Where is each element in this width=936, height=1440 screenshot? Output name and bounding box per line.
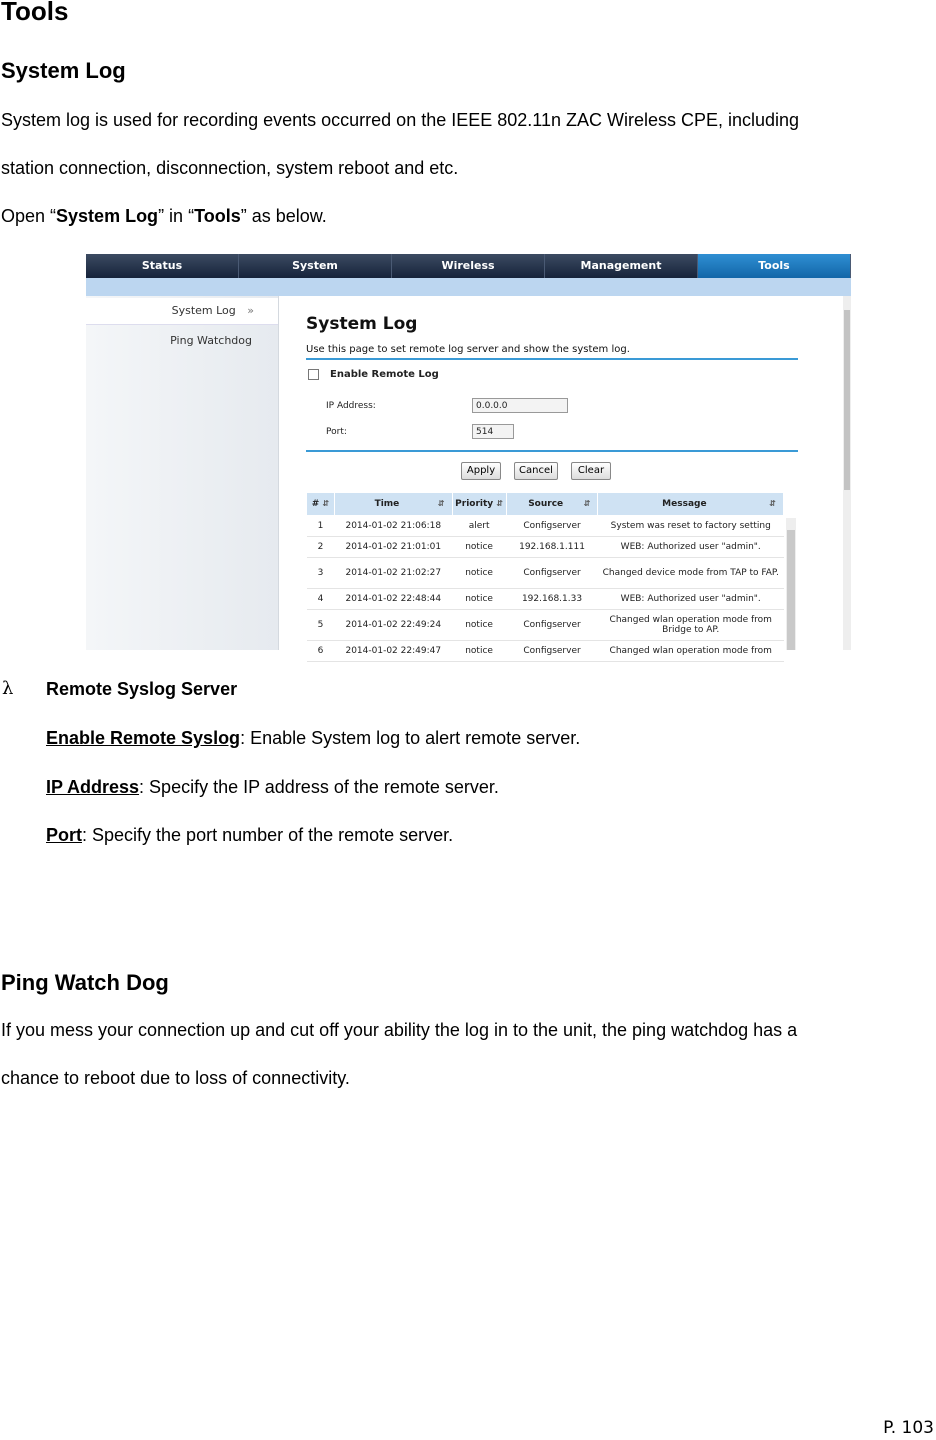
open-instruction [1, 206, 327, 227]
cell-source: Configserver [506, 516, 598, 537]
table-row [307, 589, 784, 610]
open-mid: ” in “ [158, 206, 195, 226]
enable-remote-log-label: Enable Remote Log [330, 369, 439, 380]
cell-time: 2014-01-02 22:49:47 [334, 641, 452, 662]
cell-priority: notice [452, 589, 506, 610]
sort-icon: ⇵ [583, 499, 591, 508]
sort-icon: ⇵ [496, 499, 504, 508]
main-content [306, 296, 806, 656]
cell-message: WEB: Authorized user "admin". [598, 537, 784, 558]
term-port: Port [46, 825, 82, 845]
ping-watchdog-para-line2: chance to reboot due to loss of connectivity. [1, 1068, 350, 1088]
cell-source: Configserver [506, 610, 598, 641]
content-description: Use this page to set remote log server and show the system log. [306, 344, 630, 355]
bullet-item-enable-remote-syslog [46, 728, 580, 749]
page-scrollbar-thumb[interactable] [844, 310, 850, 490]
desc-enable-remote-syslog: : Enable System log to alert remote server. [240, 728, 581, 748]
cell-time: 2014-01-02 21:01:01 [334, 537, 452, 558]
table-scrollbar[interactable] [786, 518, 796, 650]
term-ip-address: IP Address [46, 777, 140, 797]
clear-button[interactable]: Clear [571, 462, 611, 480]
nav-status[interactable]: Status [86, 254, 239, 278]
nav-wireless[interactable]: Wireless [392, 254, 545, 278]
double-arrow-icon: » [247, 304, 254, 317]
col-header-source[interactable]: Source ⇵ [506, 493, 598, 516]
system-log-para-line1: System log is used for recording events occurred on the IEEE 802.11n ZAC Wireless CPE, including [1, 110, 800, 130]
cell-number: 4 [307, 589, 335, 610]
cell-priority: notice [452, 610, 506, 641]
col-header-number[interactable]: # ⇵ [307, 493, 335, 516]
table-header-row [307, 493, 784, 516]
cell-priority: notice [452, 537, 506, 558]
sub-bar [86, 278, 851, 296]
nav-tools[interactable]: Tools [698, 254, 851, 278]
bullet-lambda-icon: λ [2, 678, 14, 699]
cell-message: Changed device mode from TAP to FAP. [598, 558, 784, 589]
cell-source: Configserver [506, 641, 598, 662]
table-row [307, 558, 784, 589]
content-title: System Log [306, 314, 418, 334]
apply-button[interactable]: Apply [461, 462, 501, 480]
system-log-para-line2: station connection, disconnection, system reboot and etc. [1, 158, 459, 178]
ip-address-field[interactable]: 0.0.0.0 [472, 398, 568, 413]
open-pre: Open “ [1, 206, 57, 226]
nav-management[interactable]: Management [545, 254, 698, 278]
cell-source: Configserver [506, 558, 598, 589]
sort-icon: ⇵ [322, 499, 330, 508]
cell-source: 192.168.1.33 [506, 589, 598, 610]
page-heading: Tools [1, 0, 69, 26]
cell-message: WEB: Authorized user "admin". [598, 589, 784, 610]
port-field[interactable]: 514 [472, 424, 514, 439]
col-header-message[interactable]: Message ⇵ [598, 493, 784, 516]
col-header-priority[interactable]: Priority ⇵ [452, 493, 506, 516]
sort-icon: ⇵ [437, 499, 445, 508]
cell-priority: notice [452, 558, 506, 589]
cell-number: 5 [307, 610, 335, 641]
table-row [307, 516, 784, 537]
system-log-screenshot [86, 254, 851, 656]
top-nav [86, 254, 851, 278]
cell-time: 2014-01-02 21:02:27 [334, 558, 452, 589]
desc-port: : Specify the port number of the remote server. [82, 825, 454, 845]
table-row [307, 610, 784, 641]
bullet-title: Remote Syslog Server [46, 679, 238, 699]
system-log-table [306, 492, 784, 662]
cell-number: 6 [307, 641, 335, 662]
cell-number: 3 [307, 558, 335, 589]
cell-message: Changed wlan operation mode from Bridge to AP. [598, 610, 784, 641]
term-enable-remote-syslog: Enable Remote Syslog [46, 728, 241, 748]
divider-bottom [306, 450, 798, 452]
cell-source: 192.168.1.111 [506, 537, 598, 558]
cell-message: System was reset to factory setting [598, 516, 784, 537]
open-bold-system-log: System Log [56, 206, 159, 226]
open-post: ” as below. [240, 206, 327, 226]
ping-watchdog-para-line1: If you mess your connection up and cut off your ability the log in to the unit, the ping watchdog has a [1, 1020, 798, 1040]
section-title-system-log: System Log [1, 58, 126, 83]
enable-remote-log-checkbox[interactable] [308, 369, 319, 380]
desc-ip-address: : Specify the IP address of the remote server. [139, 777, 499, 797]
open-bold-tools: Tools [194, 206, 241, 226]
sidebar-item-label: System Log [171, 304, 236, 317]
section-title-ping-watch-dog: Ping Watch Dog [1, 970, 169, 995]
cell-time: 2014-01-02 21:06:18 [334, 516, 452, 537]
ip-address-label: IP Address: [326, 401, 376, 411]
sidebar-item-ping-watchdog[interactable]: Ping Watchdog [170, 334, 252, 347]
sidebar-item-system-log[interactable] [172, 304, 254, 317]
bullet-item-ip-address [46, 777, 499, 798]
cancel-button[interactable]: Cancel [514, 462, 558, 480]
divider-top [306, 358, 798, 360]
page-number: P. 103 [883, 1418, 934, 1438]
cell-time: 2014-01-02 22:48:44 [334, 589, 452, 610]
bullet-item-port [46, 825, 453, 846]
cell-time: 2014-01-02 22:49:24 [334, 610, 452, 641]
cell-number: 1 [307, 516, 335, 537]
col-header-time[interactable]: Time ⇵ [334, 493, 452, 516]
sort-icon: ⇵ [769, 499, 776, 508]
table-row [307, 537, 784, 558]
nav-system[interactable]: System [239, 254, 392, 278]
cell-message: Changed wlan operation mode from [598, 641, 784, 662]
page-scrollbar[interactable] [843, 296, 851, 650]
cell-priority: notice [452, 641, 506, 662]
table-row [307, 641, 784, 662]
cell-number: 2 [307, 537, 335, 558]
cell-priority: alert [452, 516, 506, 537]
sidebar [86, 296, 279, 650]
table-scrollbar-thumb[interactable] [787, 530, 795, 650]
port-label: Port: [326, 427, 347, 437]
